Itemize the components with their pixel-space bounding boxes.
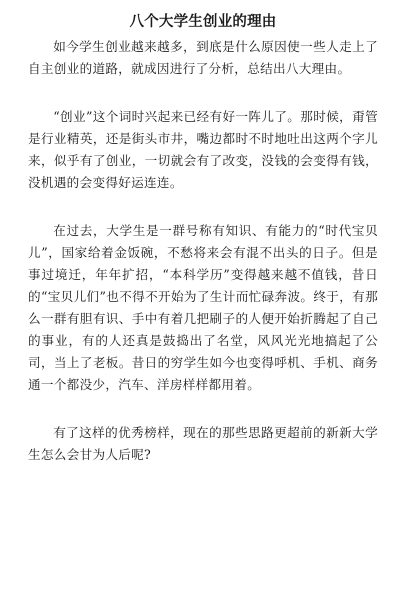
paragraph-past-students: 在过去，大学生是一群号称有知识、有能力的“时代宝贝儿”，国家给着金饭碗，不愁将来会有混不出头的日子。但是事过境迁，年年扩招，“本科学历”变得越来越不值钱，昔日的“宝贝儿们”也不得不开始为了生计而忙碌奔波。终于，有那么一群有胆有识、手中有着几把刷子的人便开始折腾起了自己的事业，有的人还真是鼓捣出了名堂，风风光光地搞起了公司，当上了老板。昔日的穷学生如今也变得呼机、手机、商务通一个都没少，汽车、洋房样样都用着。 — [28, 223, 378, 392]
paragraph-gap — [28, 194, 378, 220]
paragraph-entrepreneurship: “创业”这个词时兴起来已经有好一阵儿了。那时候，甭管是行业精英，还是街头市井，嘴边都时不时地吐出这两个字儿来，似乎有了创业，一切就会有了改变，没钱的会变得有钱，没机遇的会变得好运连连。 — [28, 109, 378, 190]
paragraph-role-models: 有了这样的优秀榜样，现在的那些思路更超前的新新大学生怎么会甘为人后呢? — [28, 425, 378, 462]
document-title: 八个大学生创业的理由 — [129, 13, 277, 30]
paragraph-gap — [28, 80, 378, 106]
paragraph-gap — [28, 396, 378, 422]
paragraph-intro: 如今学生创业越来越多，到底是什么原因使一些人走上了自主创业的道路，就成因进行了分析，总结出八大理由。 — [28, 39, 378, 76]
